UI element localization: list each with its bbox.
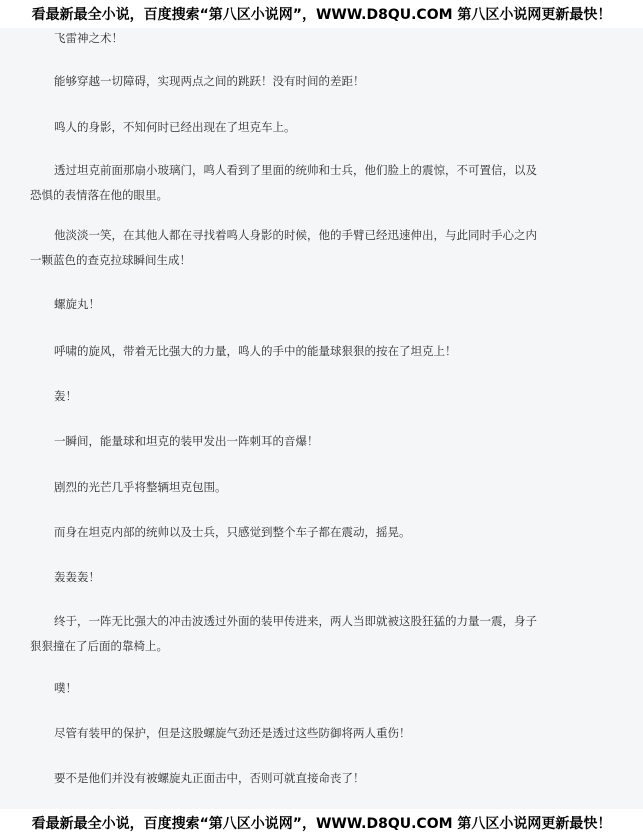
chapter-text-area (0, 28, 643, 809)
paragraph: 透过坦克前面那扇小玻璃门，鸣人看到了里面的统帅和士兵，他们脸上的震惊，不可置信，以及恐惧的表情落在他的眼里。 (30, 163, 537, 202)
paragraph: 螺旋丸！ (54, 297, 100, 311)
paragraph: 终于，一阵无比强大的冲击波透过外面的装甲传进来，两人当即就被这股狂猛的力量一震，身子狠狠撞在了后面的靠椅上。 (30, 614, 537, 653)
paragraph: 飞雷神之术！ (54, 31, 123, 45)
paragraph: 能够穿越一切障碍，实现两点之间的跳跃！没有时间的差距！ (54, 74, 365, 88)
top-ad-banner: 看最新最全小说，百度搜索“第八区小说网”，WWW.D8QU.COM 第八区小说网更新最快！ (0, 0, 643, 28)
paragraph: 要不是他们并没有被螺旋丸正面击中，否则可就直接命丧了！ (54, 771, 365, 785)
paragraph: 轰！ (54, 389, 77, 403)
paragraph: 他淡淡一笑，在其他人都在寻找着鸣人身影的时候，他的手臂已经迅速伸出，与此同时手心之内一颗蓝色的查克拉球瞬间生成！ (30, 228, 537, 267)
paragraph: 鸣人的身影，不知何时已经出现在了坦克车上。 (54, 120, 296, 134)
paragraph: 轰轰轰！ (54, 570, 100, 584)
paragraph: 而身在坦克内部的统帅以及士兵，只感觉到整个车子都在震动，摇晃。 (54, 525, 411, 539)
paragraph: 剧烈的光芒几乎将整辆坦克包围。 (54, 480, 227, 494)
paragraph: 一瞬间，能量球和坦克的装甲发出一阵刺耳的音爆！ (54, 434, 319, 448)
paragraph: 噗！ (54, 681, 77, 695)
paragraph: 呼啸的旋风，带着无比强大的力量，鸣人的手中的能量球狠狠的按在了坦克上！ (54, 344, 457, 358)
paragraph: 尽管有装甲的保护，但是这股螺旋气劲还是透过这些防御将两人重伤！ (54, 726, 411, 740)
bottom-ad-banner: 看最新最全小说，百度搜索“第八区小说网”，WWW.D8QU.COM 第八区小说网更新最快！ (0, 809, 643, 837)
